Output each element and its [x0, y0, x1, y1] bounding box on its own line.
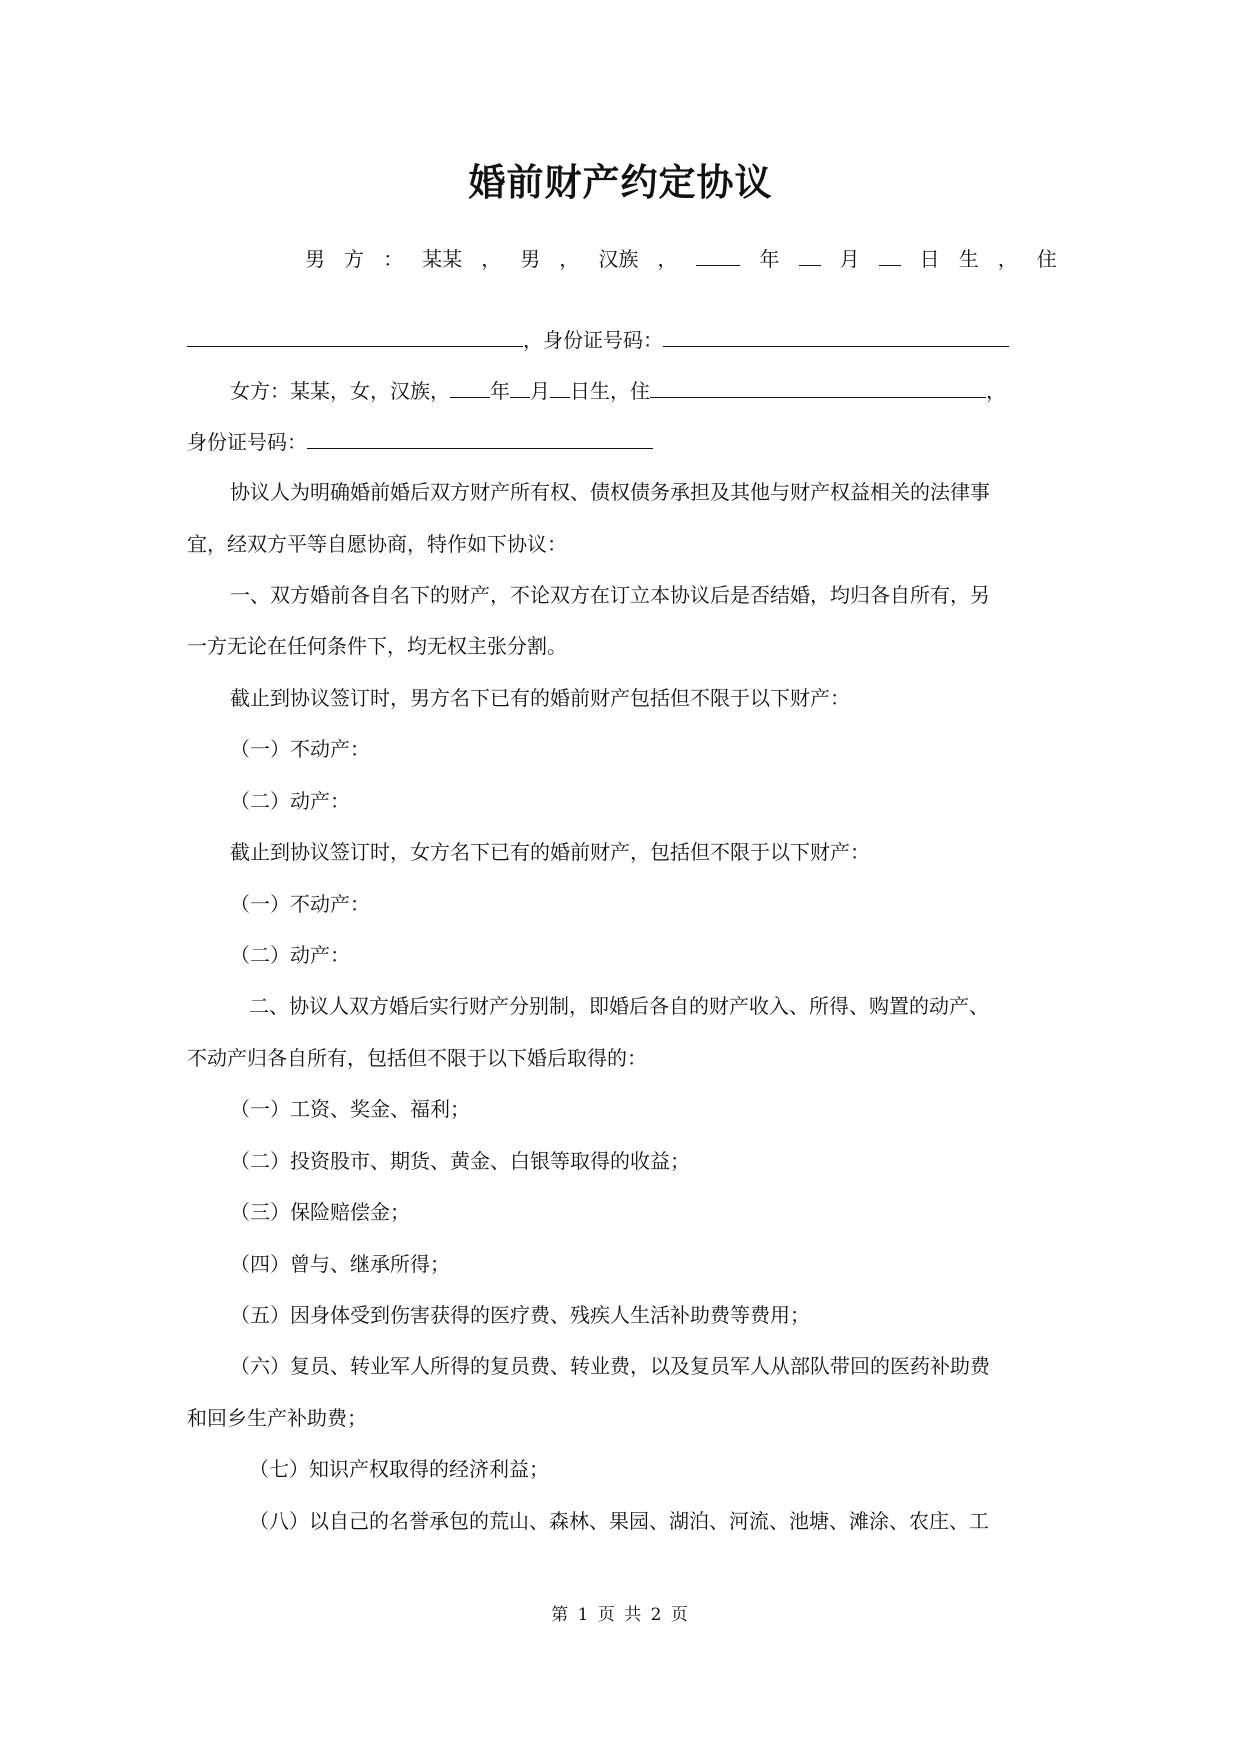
female-real-estate: （一）不动产：	[230, 892, 370, 916]
list-item-4: （四）曾与、继承所得；	[230, 1252, 450, 1276]
male-year-label: 年	[759, 247, 780, 271]
list-item-3: （三）保险赔偿金；	[230, 1200, 410, 1224]
female-info-line-2	[187, 426, 653, 457]
male-info-line-2: ，身份证号码：	[187, 324, 1009, 355]
clause1-line-1: 一、双方婚前各自名下的财产，不论双方在订立本协议后是否结婚，均归各自所有，另	[230, 583, 990, 607]
clause2-line-1: 二、协议人双方婚后实行财产分别制，即婚后各自的财产收入、所得、购置的动产、	[249, 994, 989, 1018]
female-info-line-1: 女方：某某，女，汉族， 年 月 日生，住 ，	[230, 375, 1006, 406]
female-year-label: 年	[490, 379, 510, 403]
male-address-blank	[187, 324, 523, 347]
male-id-blank	[663, 324, 1009, 347]
male-movable-property: （二）动产：	[230, 789, 350, 813]
female-address-blank	[650, 375, 986, 398]
list-item-7: （七）知识产权取得的经济利益；	[249, 1457, 549, 1481]
female-birth-year-blank	[450, 375, 490, 398]
female-id-label: 身份证号码：	[187, 430, 307, 454]
male-birth-day-blank	[879, 243, 901, 266]
list-item-1: （一）工资、奖金、福利；	[230, 1097, 470, 1121]
male-assets-heading: 截止到协议签订时，男方名下已有的婚前财产包括但不限于以下财产：	[230, 686, 850, 710]
male-ethnicity: 汉族	[598, 247, 639, 271]
female-movable-property: （二）动产：	[230, 943, 350, 967]
female-month-label: 月	[530, 379, 550, 403]
male-id-label: 身份证号码：	[543, 328, 663, 352]
clause2-line-2: 不动产归各自所有，包括但不限于以下婚后取得的：	[187, 1046, 647, 1070]
document-title: 婚前财产约定协议	[468, 160, 773, 204]
list-item-5: （五）因身体受到伤害获得的医疗费、残疾人生活补助费等费用；	[230, 1303, 810, 1327]
female-gender: 女	[350, 379, 370, 403]
male-birth-month-blank	[799, 243, 821, 266]
male-birth-year-blank	[696, 243, 740, 266]
male-name: 某某	[422, 247, 463, 271]
page-number-footer: 第 1 页 共 2 页	[551, 1605, 690, 1625]
female-id-blank	[307, 426, 653, 449]
female-birth-day-blank	[550, 375, 570, 398]
male-real-estate: （一）不动产：	[230, 737, 370, 761]
male-gender: 男	[520, 247, 541, 271]
list-item-8: （八）以自己的名誉承包的荒山、森林、果园、湖泊、河流、池塘、滩涂、农庄、工	[249, 1509, 989, 1533]
list-item-6-line-1: （六）复员、转业军人所得的复员费、转业费，以及复员军人从部队带回的医药补助费	[230, 1354, 990, 1378]
female-name: 某某	[290, 379, 330, 403]
female-ethnicity: 汉族	[390, 379, 430, 403]
female-birth-label: 日生	[570, 379, 610, 403]
intro-line-1: 协议人为明确婚前婚后双方财产所有权、债权债务承担及其他与财产权益相关的法律事	[230, 480, 990, 504]
male-label: 男	[305, 247, 325, 271]
female-assets-heading: 截止到协议签订时，女方名下已有的婚前财产，包括但不限于以下财产：	[230, 840, 870, 864]
male-month-label: 月	[839, 247, 860, 271]
female-birth-month-blank	[510, 375, 530, 398]
male-info-line-1: 男 方 ： 某某 ， 男 ， 汉族 ， 年 月 日 生 ， 住	[305, 243, 1057, 274]
intro-line-2: 宜，经双方平等自愿协商，特作如下协议：	[187, 532, 567, 556]
male-live-label: 住	[1036, 247, 1057, 271]
list-item-2: （二）投资股市、期货、黄金、白银等取得的收益；	[230, 1149, 690, 1173]
list-item-6-line-2: 和回乡生产补助费；	[187, 1406, 367, 1430]
clause1-line-2: 一方无论在任何条件下，均无权主张分割。	[187, 634, 567, 658]
female-live-label: 住	[630, 379, 650, 403]
female-label: 女方：	[230, 379, 290, 403]
